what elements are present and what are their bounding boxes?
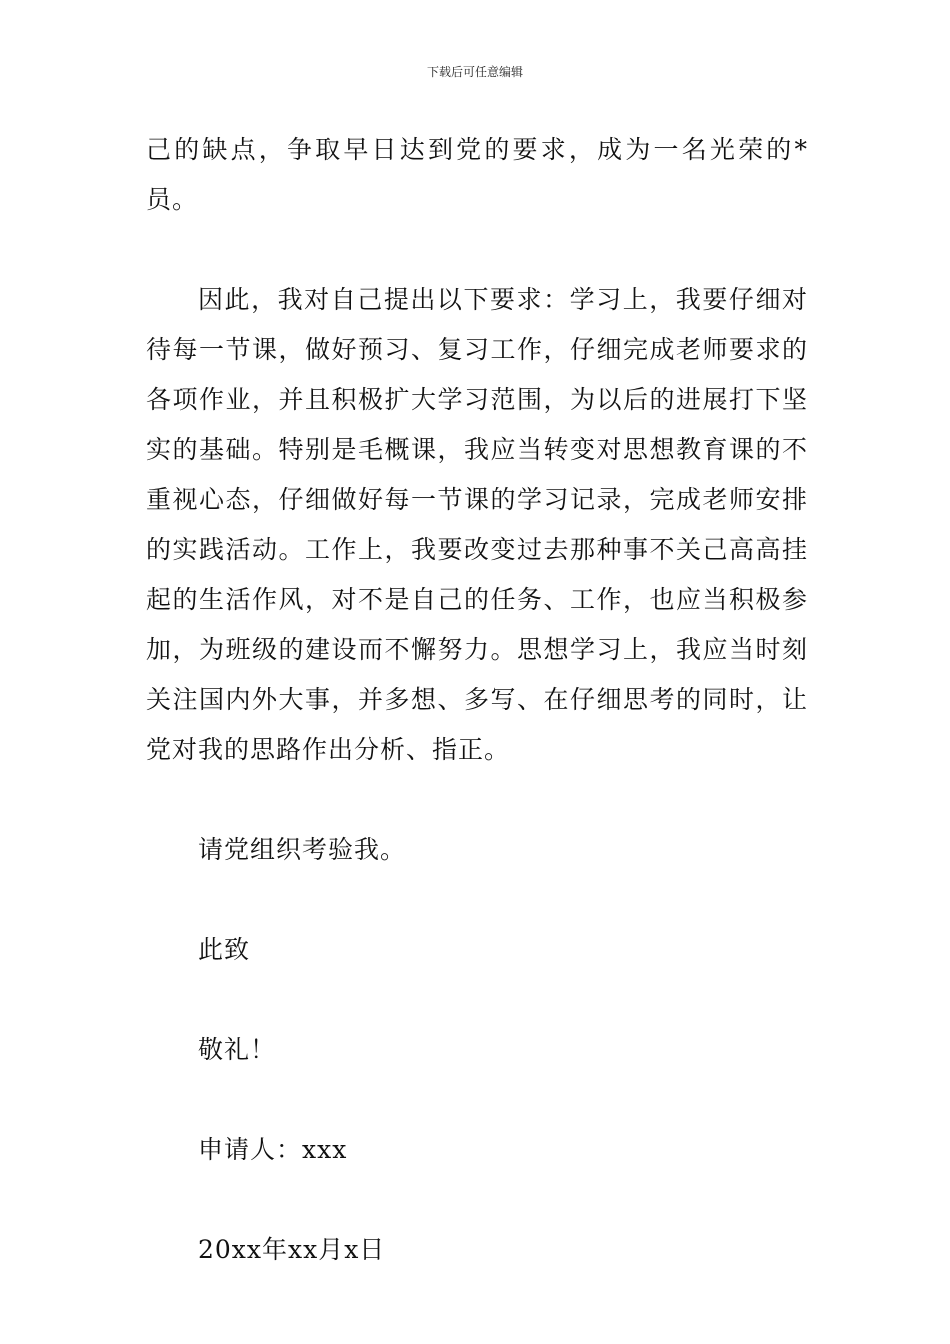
- applicant-signature: 申请人：xxx: [198, 1135, 348, 1164]
- salutation-line-1: 此致: [198, 935, 251, 964]
- closing-request: 请党组织考验我。: [198, 835, 407, 864]
- document-date: 20xx年xx月x日: [198, 1235, 386, 1264]
- paragraph-continuation: 己的缺点，争取早日达到党的要求，成为一名光荣的*员。: [146, 135, 808, 214]
- document-body: [146, 125, 808, 1275]
- salutation-line-2: 敬礼！: [198, 1035, 277, 1064]
- page-header: 下载后可任意编辑: [426, 65, 523, 79]
- paragraph-requirements: 因此，我对自己提出以下要求：学习上，我要仔细对待每一节课，做好预习、复习工作，仔细完成老师要求的各项作业，并且积极扩大学习范围，为以后的进展打下坚实的基础。特别是毛概课，我应当转变对思想教育课的不重视心态，仔细做好每一节课的学习记录，完成老师安排的实践活动。工作上，我要改变过去那种事不关己高高挂起的生活作风，对不是自己的任务、工作，也应当积极参加，为班级的建设而不懈努力。思想学习上，我应当时刻关注国内外大事，并多想、多写、在仔细思考的同时，让党对我的思路作出分析、指正。: [146, 285, 808, 764]
